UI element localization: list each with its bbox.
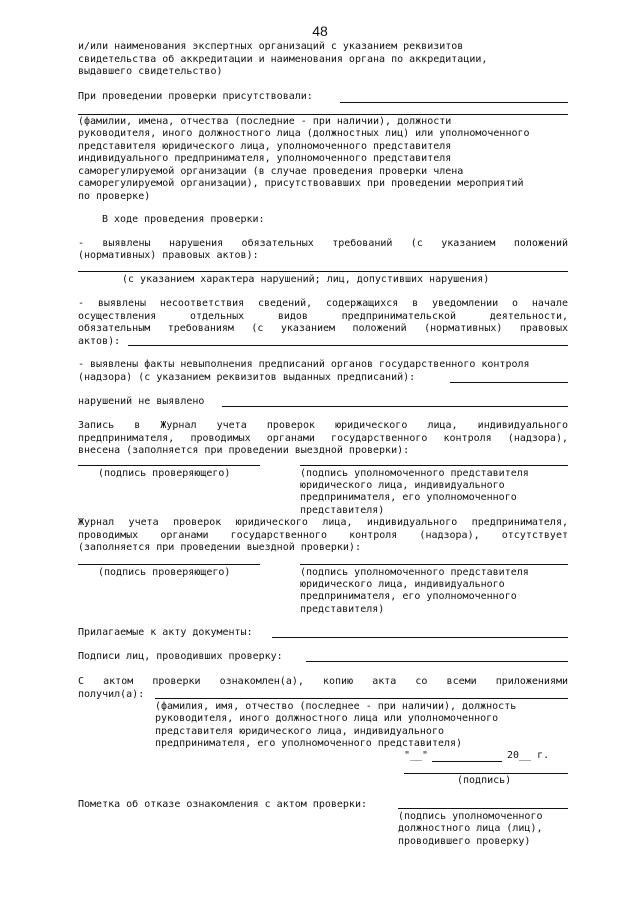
signature-caption: (подпись проверяющего) (98, 567, 231, 578)
signature-caption: юридического лица, индивидуального (300, 480, 505, 491)
text-line: внесена (заполняется при проведении выездной проверки): (78, 445, 410, 456)
text-line: С актом проверки ознакомлен(а), копию акта со всеми приложениями (78, 676, 568, 687)
date-month-field[interactable] (432, 761, 502, 762)
hint-line: саморегулируемой организации (в случае проведения проверки члена (78, 166, 464, 177)
hint-line: индивидуального предпринимателя, уполномоченного представителя (78, 153, 452, 164)
acquainted-field[interactable] (155, 698, 568, 699)
section-heading: В ходе проведения проверки: (102, 214, 265, 225)
hint-line: представителя юридического лица, уполномоченного представителя (78, 141, 452, 152)
text-line: свидетельства об аккредитации и наименования органа по аккредитации, (78, 54, 488, 65)
representative-signature-field[interactable] (300, 564, 568, 565)
text-line: Журнал учета проверок юридического лица, индивидуального предпринимателя, (78, 517, 568, 528)
signatures-field[interactable] (306, 661, 568, 662)
hint-line: предпринимателя, его уполномоченного представителя) (155, 738, 463, 749)
representative-signature-field[interactable] (300, 465, 568, 466)
acquainted-signature-field[interactable] (404, 773, 568, 774)
text-line: обязательным требованиям (с указанием положений (нормативных) правовых (78, 323, 568, 334)
text-line: получил(а): (78, 689, 145, 700)
prescriptions-field[interactable] (450, 382, 568, 383)
text-line: осуществления отдельных видов предпринимательской деятельности, (78, 311, 568, 322)
text-line: (надзора) (с указанием реквизитов выданных предписаний): (78, 372, 416, 383)
violations-field[interactable] (78, 271, 568, 272)
text-line: выдавшего свидетельство) (78, 66, 223, 77)
signature-caption: предпринимателя, его уполномоченного (300, 591, 517, 602)
text-line: актов): (78, 336, 121, 347)
hint-line: представителя юридического лица, индивидуального (155, 726, 444, 737)
text-line: предпринимателя, проводимых органами государственного контроля (надзора), (78, 433, 568, 444)
hint-line: по проверке) (78, 191, 151, 202)
attached-field[interactable] (272, 637, 568, 638)
hint-line: руководителя, иного должностного лица или уполномоченного (155, 713, 499, 724)
attached-label: Прилагаемые к акту документы: (78, 627, 253, 638)
text-line: - выявлены несоответствия сведений, содержащихся в уведомлении о начале (78, 298, 568, 309)
hint-line: (фамилии, имена, отчества (последние - при наличии), должности (78, 116, 452, 127)
text-line: - выявлены нарушения обязательных требований (с указанием положений (78, 238, 568, 249)
signature-caption: (подпись) (457, 775, 512, 786)
text-line: проводимых органами государственного контроля (надзора), отсутствует (78, 530, 568, 541)
signature-caption: предпринимателя, его уполномоченного (300, 492, 517, 503)
text-line: нарушений не выявлено (78, 396, 205, 407)
present-field[interactable] (340, 102, 568, 103)
date-year: 20__ г. (507, 750, 550, 761)
page-number: 48 (312, 23, 328, 39)
inspector-signature-field[interactable] (78, 465, 260, 466)
signatures-label: Подписи лиц, проводивших проверку: (78, 651, 283, 662)
present-label: При проведении проверки присутствовали: (78, 91, 313, 102)
text-line: (нормативных) правовых актов): (78, 250, 259, 261)
hint-line: саморегулируемой организации), присутствовавших при проведении мероприятий (78, 178, 524, 189)
inspector-signature-field[interactable] (78, 564, 260, 565)
signature-caption: представителя) (300, 505, 385, 516)
no-violations-field[interactable] (222, 406, 568, 407)
refusal-field[interactable] (398, 808, 568, 809)
signature-caption: (подпись уполномоченного представителя (300, 567, 529, 578)
signature-caption: должностного лица (лиц), (398, 823, 543, 834)
date-day: "__" (404, 750, 429, 761)
text-line: Запись в Журнал учета проверок юридического лица, индивидуального (78, 420, 568, 431)
signature-caption: юридического лица, индивидуального (300, 579, 505, 590)
hint-line: (фамилия, имя, отчество (последнее - при наличии), должность (155, 701, 517, 712)
hint-line: (с указанием характера нарушений; лиц, допустивших нарушения) (122, 274, 490, 285)
signature-caption: (подпись уполномоченного представителя (300, 468, 529, 479)
signature-caption: представителя) (300, 604, 385, 615)
text-line: и/или наименования экспертных организаций с указанием реквизитов (78, 41, 464, 52)
present-field-line-2[interactable] (78, 114, 568, 115)
text-line: - выявлены факты невыполнения предписаний органов государственного контроля (78, 359, 530, 370)
signature-caption: (подпись уполномоченного (398, 811, 543, 822)
text-line: (заполняется при проведении выездной проверки): (78, 542, 361, 553)
refusal-label: Пометка об отказе ознакомления с актом проверки: (78, 799, 367, 810)
signature-caption: (подпись проверяющего) (98, 468, 231, 479)
signature-caption: проводившего проверку) (398, 836, 531, 847)
mismatch-field[interactable] (128, 345, 568, 346)
hint-line: руководителя, иного должностного лица (должностных лиц) или уполномоченного (78, 128, 530, 139)
